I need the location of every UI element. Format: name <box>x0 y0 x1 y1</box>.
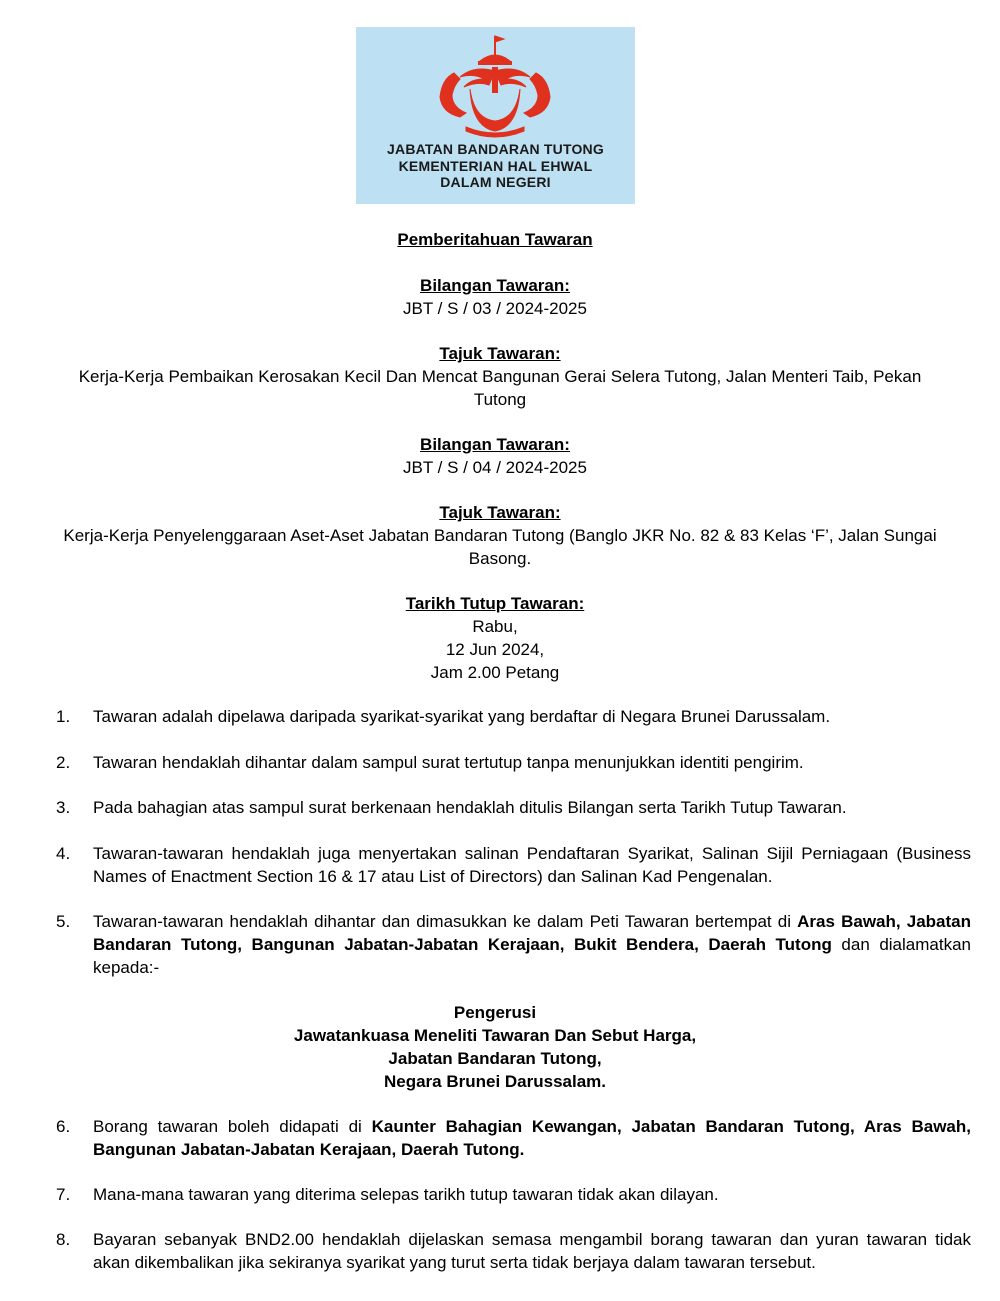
tender-title-line-1: Kerja-Kerja Pembaikan Kerosakan Kecil Dan Mencat Bangunan Gerai Selera Tutong, Jalan Menteri Taib, Pekan <box>78 367 922 386</box>
tender-number: JBT / S / 03 / 2024-2025 <box>403 299 587 318</box>
address-line-3: Jabatan Bandaran Tutong, <box>388 1049 602 1068</box>
address-line-1: Pengerusi <box>453 1003 537 1022</box>
closing-day: Rabu, <box>472 617 518 636</box>
tender-title-label: Tajuk Tawaran: <box>439 344 561 363</box>
closing-date-value: 12 Jun 2024, <box>445 640 545 659</box>
logo-line-1: JABATAN BANDARAN TUTONG <box>387 141 604 157</box>
term-1: 1. Tawaran adalah dipelawa daripada syarikat-syarikat yang berdaftar di Negara Brunei Darussalam. <box>56 707 831 726</box>
tender-number: JBT / S / 04 / 2024-2025 <box>403 458 587 477</box>
term-2: 2. Tawaran hendaklah dihantar dalam sampul surat tertutup tanpa menunjukkan identiti pengirim. <box>56 753 804 772</box>
tender-number-label: Bilangan Tawaran: <box>420 276 570 295</box>
address-line-4: Negara Brunei Darussalam. <box>383 1072 607 1091</box>
tender-title-line-2: Basong. <box>468 549 532 568</box>
tender-2-title <box>10 501 990 570</box>
tender-title-line-2: Tutong <box>473 390 527 409</box>
address-block <box>20 1001 970 1093</box>
term-4: 4. Tawaran-tawaran hendaklah juga menyertakan salinan Pendaftaran Syarikat, Salinan Sijil Perniagaan (Business Names of Enactment Section 16 & 17 atau List of Directors) dan Salinan Kad Pengenalan. <box>56 844 971 886</box>
tender-title-label: Tajuk Tawaran: <box>439 503 561 522</box>
address-line-2: Jawatankuasa Meneliti Tawaran Dan Sebut Harga, <box>293 1026 697 1045</box>
notice-title: Pemberitahuan Tawaran <box>397 230 593 249</box>
term-3: 3. Pada bahagian atas sampul surat berkenaan hendaklah ditulis Bilangan serta Tarikh Tutup Tawaran. <box>56 798 847 817</box>
tender-title-line-1: Kerja-Kerja Penyelenggaraan Aset-Aset Jabatan Bandaran Tutong (Banglo JKR No. 82 & 83 Kelas ‘F’, Jalan Sungai <box>63 526 937 545</box>
tender-number-label: Bilangan Tawaran: <box>420 435 570 454</box>
logo-line-2: KEMENTERIAN HAL EHWAL <box>398 157 593 174</box>
closing-time: Jam 2.00 Petang <box>430 663 560 682</box>
brunei-crest-icon <box>356 27 635 142</box>
term-8: 8. Bayaran sebanyak BND2.00 hendaklah dijelaskan semasa mengambil borang tawaran dan yuran tawaran tidak akan dikembalikan jika sekiranya syarikat yang turut serta tidak berjaya dalam tawaran tersebut. <box>56 1230 971 1272</box>
tender-2 <box>20 433 970 479</box>
department-logo <box>356 27 635 204</box>
term-5: 5. Tawaran-tawaran hendaklah dihantar dan dimasukkan ke dalam Peti Tawaran bertempat di Aras Bawah, Jabatan Bandaran Tutong, Bangunan Jabatan-Jabatan Kerajaan, Bukit Bendera, Daerah Tutong dan dialamatkan kepada:- <box>56 912 971 977</box>
tender-1-title <box>10 342 990 411</box>
closing-label: Tarikh Tutup Tawaran: <box>405 594 585 613</box>
term-7: 7. Mana-mana tawaran yang diterima selepas tarikh tutup tawaran tidak akan dilayan. <box>56 1185 719 1204</box>
tender-1 <box>20 274 970 320</box>
term-6: 6. Borang tawaran boleh didapati di Kaunter Bahagian Kewangan, Jabatan Bandaran Tutong, Aras Bawah, Bangunan Jabatan-Jabatan Kerajaan, Daerah Tutong. <box>56 1117 971 1159</box>
closing-date <box>20 592 970 684</box>
logo-line-3: DALAM NEGERI <box>440 174 551 190</box>
